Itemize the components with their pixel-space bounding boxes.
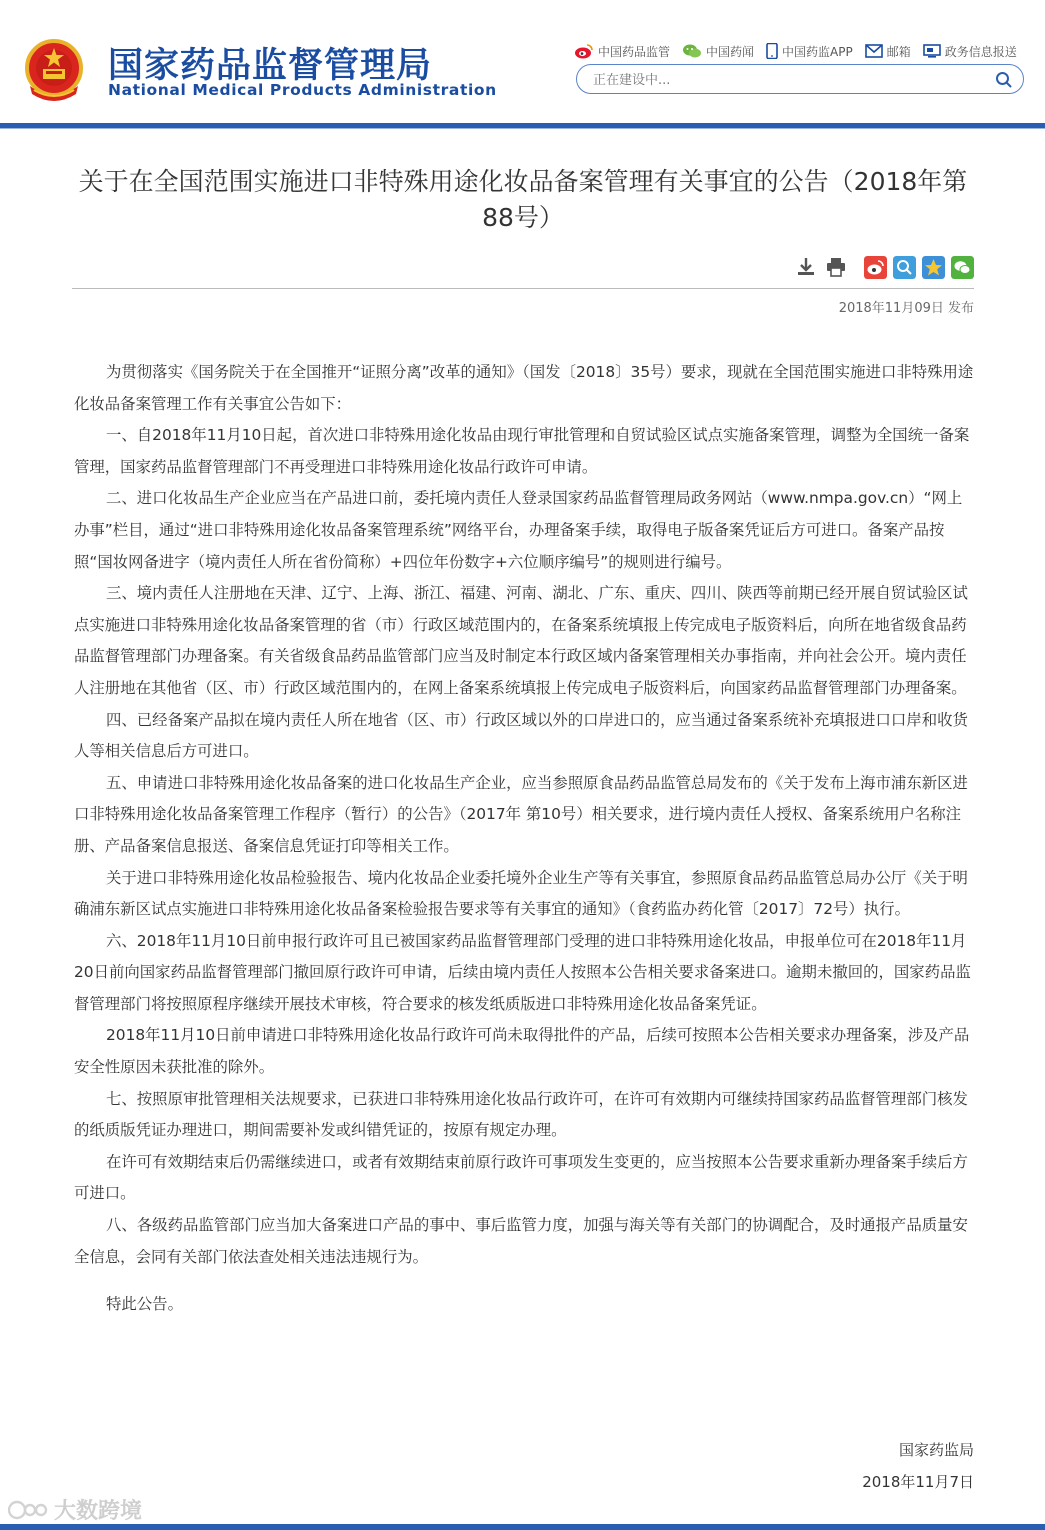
paragraph-3: 三、境内责任人注册地在天津、辽宁、上海、浙江、福建、河南、湖北、广东、重庆、四川、陕西等前期已经开展自贸试验区试点实施进口非特殊用途化妆品备案管理的省（市）行政区域范围内的，在备案系统填报上传完成电子版资料后，向所在地省级食品药品监督管理部门办理备案。有关省级食品药品监管部门应当及时制定本行政区域内备案管理相关办事指南，并向社会公开。境内责任人注册地在其他省（区、市）行政区域范围内的，在网上备案系统填报上传完成电子版资料后，向国家药品监督管理部门办理备案。	[74, 584, 968, 697]
link-app[interactable]	[766, 43, 853, 60]
link-mail[interactable]	[865, 43, 911, 60]
mail-icon	[865, 44, 883, 58]
search-input[interactable]	[593, 70, 983, 90]
link-report-label: 政务信息报送	[944, 44, 1017, 59]
paragraph-intro: 为贯彻落实《国务院关于在全国推开“证照分离”改革的通知》（国发〔2018〕35号）要求，现就在全国范围实施进口非特殊用途化妆品备案管理工作有关事宜公告如下：	[74, 363, 974, 413]
wechat-icon	[682, 43, 702, 59]
header-divider-line	[0, 128, 1045, 129]
link-app-label: 中国药监APP	[782, 44, 853, 59]
paragraph-6: 六、2018年11月10日前申报行政许可且已被国家药品监督管理部门受理的进口非特殊用途化妆品，申报单位可在2018年11月20日前向国家药品监督管理部门撤回原行政许可申请，后续由境内责任人按照本公告相关要求备案进口。逾期未撤回的，国家药品监督管理部门将按照原程序继续开展技术审核，符合要求的核发纸质版进口非特殊用途化妆品备案凭证。	[74, 931, 971, 1013]
link-weibo[interactable]	[574, 43, 670, 60]
title-divider	[72, 288, 974, 289]
report-icon	[923, 44, 941, 58]
paragraph-2: 二、进口化妆品生产企业应当在产品进口前，委托境内责任人登录国家药品监督管理局政务网站（www.nmpa.gov.cn）“网上办事”栏目，通过“进口非特殊用途化妆品备案管理系统”网络平台，办理备案手续，取得电子版备案凭证后方可进口。备案产品按照“国妆网备进字（境内责任人所在省份简称）+四位年份数字+六位顺序编号”的规则进行编号。	[74, 489, 963, 571]
watermark-text: 大数跨境	[54, 1499, 143, 1524]
link-report[interactable]	[923, 43, 1017, 60]
paragraph-7: 七、按照原审批管理相关法规要求，已获进口非特殊用途化妆品行政许可，在许可有效期内可继续持国家药品监督管理部门核发的纸质版凭证办理进口，期间需要补发或纠错凭证的，按原有规定办理。	[74, 1089, 968, 1140]
paragraph-1: 一、自2018年11月10日起，首次进口非特殊用途化妆品由现行审批管理和自贸试验区试点实施备案管理，调整为全国统一备案管理，国家药品监督管理部门不再受理进口非特殊用途化妆品行政许可申请。	[74, 426, 970, 476]
watermark-logo-icon	[8, 1498, 50, 1522]
article-tools	[795, 256, 847, 278]
national-emblem-icon[interactable]	[24, 38, 84, 102]
download-icon[interactable]	[795, 256, 817, 278]
top-links	[574, 40, 1017, 62]
publish-date: 2018年11月09日 发布	[838, 301, 974, 316]
signature-date: 2018年11月7日	[862, 1473, 974, 1491]
watermark	[8, 1494, 142, 1525]
share-buttons	[864, 256, 974, 279]
paragraph-7b: 在许可有效期结束后仍需继续进口，或者有效期结束前原行政许可事项发生变更的，应当按照本公告要求重新办理备案手续后方可进口。	[74, 1152, 968, 1203]
link-wechat[interactable]	[682, 43, 754, 60]
search-box	[576, 64, 1024, 94]
weibo-icon	[574, 43, 594, 59]
share-qq-icon[interactable]	[893, 256, 916, 279]
paragraph-8: 八、各级药品监管部门应当加大备案进口产品的事中、事后监管力度，加强与海关等有关部门的协调配合，及时通报产品质量安全信息，会同有关部门依法查处相关违法违规行为。	[74, 1216, 968, 1266]
link-mail-label: 邮箱	[886, 44, 911, 59]
share-weibo-icon[interactable]	[864, 256, 887, 279]
site-header	[0, 0, 1045, 124]
closing-line: 特此公告。	[106, 1295, 183, 1314]
site-logo-title[interactable]: 国家药品监督管理局	[108, 46, 433, 86]
paragraph-5b: 关于进口非特殊用途化妆品检验报告、境内化妆品企业委托境外企业生产等有关事宜，参照原食品药品监管总局办公厅《关于明确浦东新区试点实施进口非特殊用途化妆品备案检验报告要求等有关事宜的通知》（食药监办药化管〔2017〕72号）执行。	[74, 868, 968, 919]
article-title: 关于在全国范围实施进口非特殊用途化妆品备案管理有关事宜的公告（2018年第88号）	[78, 167, 968, 232]
link-weibo-label: 中国药品监管	[598, 44, 671, 59]
paragraph-5: 五、申请进口非特殊用途化妆品备案的进口化妆品生产企业，应当参照原食品药品监管总局发布的《关于发布上海市浦东新区进口非特殊用途化妆品备案管理工作程序（暂行）的公告》（2017年 第10号）相关要求，进行境内责任人授权、备案系统用户名称注册、产品备案信息报送、备案信息凭证打印等相关工作。	[74, 773, 968, 855]
search-icon[interactable]	[995, 71, 1013, 89]
paragraph-4: 四、已经备案产品拟在境内责任人所在地省（区、市）行政区域以外的口岸进口的，应当通过备案系统补充填报进口口岸和收货人等相关信息后方可进口。	[74, 710, 968, 761]
site-logo-subtitle[interactable]: National Medical Products Administration	[108, 81, 497, 99]
share-wechat-icon[interactable]	[951, 256, 974, 279]
print-icon[interactable]	[825, 256, 847, 278]
footer-bar	[0, 1524, 1045, 1530]
share-qzone-icon[interactable]	[922, 256, 945, 279]
link-wechat-label: 中国药闻	[706, 44, 755, 59]
article-body	[74, 357, 974, 1321]
signature-org: 国家药监局	[898, 1441, 974, 1459]
mobile-icon	[766, 43, 778, 59]
paragraph-6b: 2018年11月10日前申请进口非特殊用途化妆品行政许可尚未取得批件的产品，后续可按照本公告相关要求办理备案，涉及产品安全性原因未获批准的除外。	[74, 1026, 970, 1077]
